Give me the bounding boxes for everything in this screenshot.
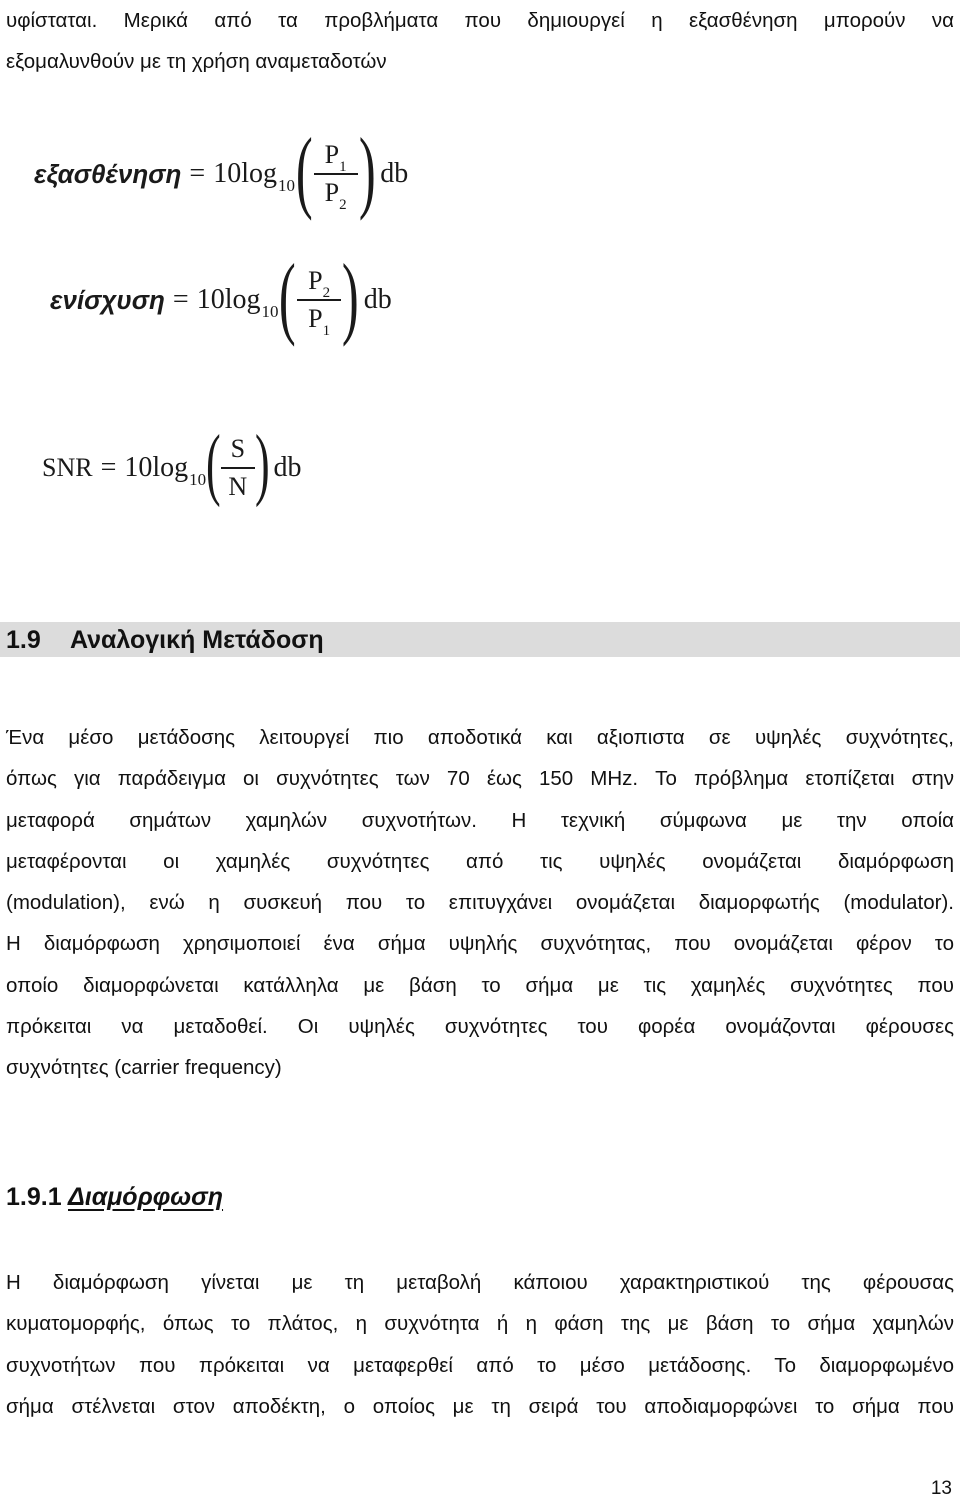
formula-lhs: εξασθένηση: [34, 158, 182, 189]
subsection-heading: [6, 1180, 223, 1214]
body-paragraph: [6, 1262, 954, 1427]
equals-sign: =: [100, 452, 117, 483]
left-paren: (: [206, 420, 221, 508]
text-line: κυματομορφής, όπως το πλάτος, η συχνότητα ή η φάση της με βάση το σήμα χαμηλών: [6, 1312, 954, 1336]
section-heading: [6, 624, 324, 656]
text-line: εξομαλυνθούν με τη χρήση αναμεταδοτών: [6, 50, 387, 74]
log-base: 10: [277, 176, 295, 195]
text-line: όπως για παράδειγμα οι συχνότητες των 70 έως 150 MHz. Το πρόβλημα ετοπίζεται στην: [6, 767, 954, 791]
text-line: σήμα στέλνεται στον αποδέκτη, ο οποίος με τη σειρά του αποδιαμορφώνει το σήμα που: [6, 1394, 954, 1418]
equals-sign: =: [189, 158, 206, 189]
formula-lhs: ενίσχυση: [50, 284, 165, 315]
right-paren: ): [342, 245, 359, 347]
fraction: [221, 434, 255, 502]
attenuation-formula: [34, 119, 409, 221]
denominator: $P_2$: [324, 178, 347, 213]
fraction: [297, 266, 341, 339]
text-line: συχνότητες (carrier frequency): [6, 1056, 282, 1080]
gain-formula: [50, 245, 392, 347]
text-line: συχνοτήτων που πρόκειται να μεταφερθεί από το μέσο μετάδοσης. Το διαμορφωμένο: [6, 1353, 954, 1377]
page-number: 13: [930, 1478, 952, 1499]
text-line: Η διαμόρφωση χρησιμοποιεί ένα σήμα υψηλής συχνότητας, που ονομάζεται φέρον το: [6, 932, 954, 956]
fraction: [314, 140, 358, 213]
fraction-bar: [297, 299, 341, 301]
numerator: $P_2$: [308, 266, 331, 302]
subsection-title: Διαμόρφωση: [68, 1183, 224, 1211]
denominator: N: [228, 472, 248, 501]
text-line: Η διαμόρφωση γίνεται με τη μεταβολή κάποιου χαρακτηριστικού της φέρουσας: [6, 1271, 954, 1294]
unit-label: db: [273, 452, 302, 483]
intro-paragraph: [6, 0, 954, 83]
log-coefficient: 10log: [124, 452, 189, 483]
right-paren: ): [358, 119, 376, 221]
numerator: S: [230, 434, 246, 464]
body-paragraph: [6, 717, 954, 1089]
text-line: πρόκειται να μεταδοθεί. Οι υψηλές συχνότητες του φορέα ονομάζονται φέρουσες: [6, 1015, 954, 1039]
log-coefficient: 10log: [213, 158, 277, 189]
fraction-bar: [314, 173, 358, 175]
log-base: 10: [189, 470, 207, 489]
numerator: $P_1$: [324, 140, 347, 176]
text-line: μεταφέρονται οι χαμηλές συχνότητες από τις υψηλές ονομάζεται διαμόρφωση: [6, 849, 954, 873]
denominator: $P_1$: [308, 304, 331, 339]
unit-label: db: [363, 284, 392, 315]
section-title: Αναλογική Μετάδοση: [70, 626, 324, 654]
section-number: 1.9: [6, 626, 41, 654]
snr-formula: [42, 420, 302, 508]
text-line: υφίσταται. Μερικά από τα προβλήματα που δημιουργεί η εξασθένηση μπορούν να: [6, 9, 954, 32]
text-line: Ένα μέσο μετάδοσης λειτουργεί πιο αποδοτικά και αξιοπιστα σε υψηλές συχνότητες,: [6, 726, 954, 749]
fraction-bar: [221, 467, 255, 469]
unit-label: db: [380, 158, 409, 189]
equals-sign: =: [172, 284, 189, 315]
text-line: οποίο διαμορφώνεται κατάλληλα με βάση το σήμα με τις χαμηλές συχνότητες που: [6, 973, 954, 997]
text-line: (modulation), ενώ η συσκευή που το επιτυγχάνει ονομάζεται διαμορφωτής (modulator).: [6, 891, 954, 915]
text-line: μεταφορά σημάτων χαμηλών συχνοτήτων. Η τεχνική σύμφωνα με την οποία: [6, 808, 954, 832]
formula-lhs: SNR: [42, 453, 93, 482]
log-coefficient: 10log: [196, 284, 261, 315]
right-paren: ): [254, 420, 270, 508]
log-base: 10: [261, 302, 279, 321]
left-paren: (: [295, 119, 313, 221]
left-paren: (: [279, 245, 297, 347]
subsection-number: 1.9.1: [6, 1183, 62, 1211]
